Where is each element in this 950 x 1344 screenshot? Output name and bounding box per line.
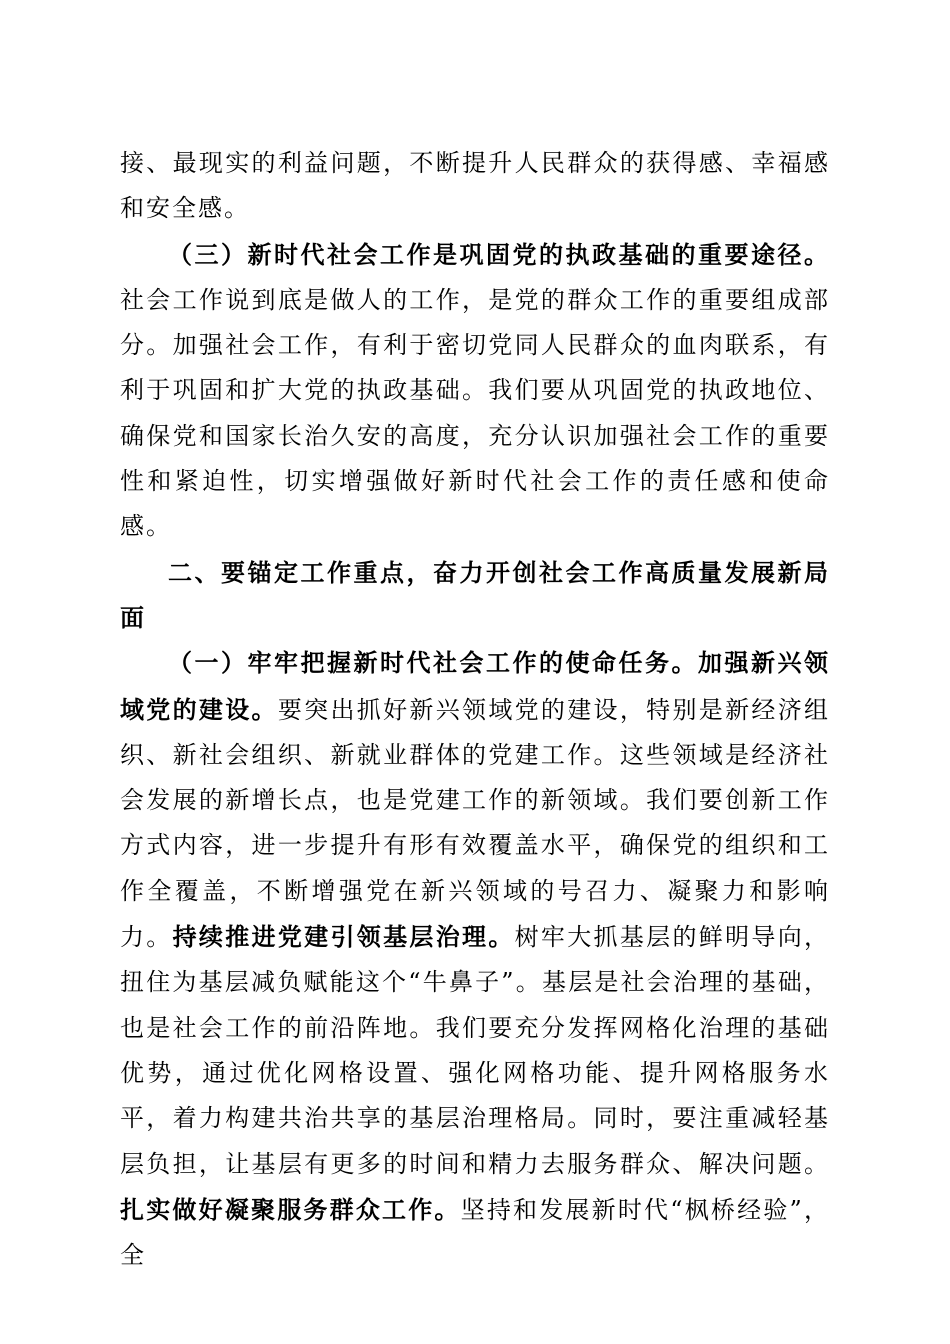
subheading-2-1: （一）牢牢把握新时代社会工作的使命任务。加强新兴领域党的建设。 [120, 648, 830, 724]
paragraph-text: 要突出抓好新兴领域党的建设，特别是新经济组织、新社会组织、新就业群体的党建工作。这些领域是经济社会发展的新增长点，也是党建工作的新领域。我们要创新工作方式内容，进一步提升有形有效覆盖水平，确保党的组织和工作全覆盖，不断增强党在新兴领域的号召力、凝聚力和影响力。 [120, 695, 831, 952]
inline-heading-grassroots: 持续推进党建引领基层治理。 [172, 922, 515, 952]
paragraph-section-2-1 [120, 640, 830, 1278]
paragraph-continuation [120, 141, 830, 232]
section-heading-2: 二、要锚定工作重点，奋力开创社会工作高质量发展新局面 [120, 557, 830, 632]
paragraph-section-1-3 [120, 232, 830, 550]
inline-heading-serve-masses: 扎实做好凝聚服务群众工作。 [120, 1194, 461, 1224]
paragraph-text: 坚持和发展新时代“枫桥经验”，全 [120, 1195, 830, 1270]
paragraph-text: 社会工作说到底是做人的工作，是党的群众工作的重要组成部分。加强社会工作，有利于密切党同人民群众的血肉联系，有利于巩固和扩大党的执政基础。我们要从巩固党的执政地位、确保党和国家长治久安的高度，充分认识加强社会工作的重要性和紧迫性，切实增强做好新时代社会工作的责任感和使命感。 [120, 285, 830, 541]
subheading-1-3: （三）新时代社会工作是巩固党的执政基础的重要途径。 [168, 239, 830, 269]
paragraph-text: 树牢大抓基层的鲜明导向，扭住为基层减负赋能这个“牛鼻子”。基层是社会治理的基础，也是社会工作的前沿阵地。我们要充分发挥网格化治理的基础优势，通过优化网格设置、强化网格功能、提升网格服务水平，着力构建共治共享的基层治理格局。同时，要注重减轻基层负担，让基层有更多的时间和精力去服务群众、解决问题。 [120, 923, 831, 1178]
paragraph-text: 接、最现实的利益问题，不断提升人民群众的获得感、幸福感和安全感。 [120, 149, 830, 223]
